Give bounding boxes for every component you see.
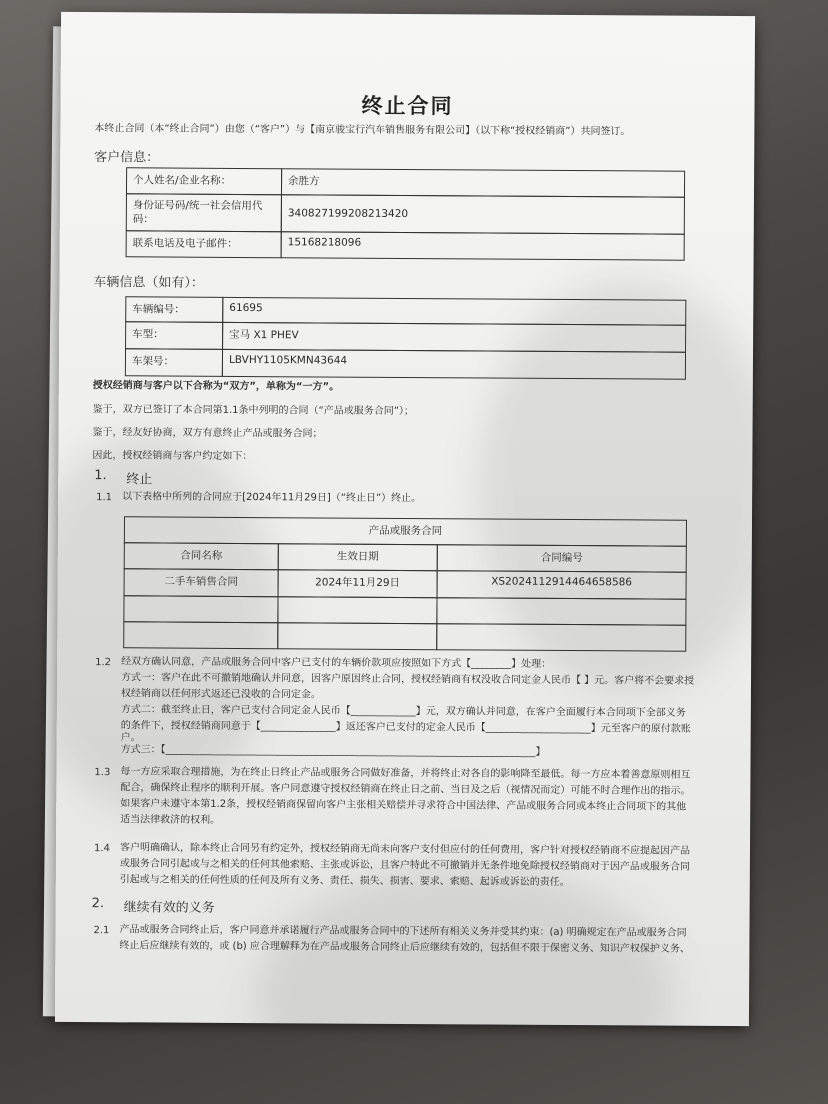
clause-2-1-number: 2.1	[93, 925, 110, 937]
clause-1-3-line: 适当法律救济的权利。	[120, 814, 221, 826]
customer-value-contact: 15168218096	[281, 231, 685, 260]
clause-1-2-line: 方式二：截至终止日，客户已支付合同定金人民币【_____________】元，双方确认并同意，在客户全面履行本合同项下全部义务	[120, 704, 686, 719]
contracts-cell-number: XS2024112914464658586	[437, 570, 687, 600]
clause-1-2-line: 经双方确认同意，产品或服务合同中客户已支付的车辆价款项应按照如下方式【________】处理：	[121, 656, 552, 670]
contracts-cell-name: 二手车销售合同	[124, 568, 279, 597]
clause-1-2-line: 权经销商以任何形式返还已没收的合同定金。	[120, 688, 321, 701]
contracts-empty-cell	[123, 595, 278, 623]
customer-value-id: 340827199208213420	[281, 194, 685, 234]
clause-1-2-number: 1.2	[95, 657, 112, 669]
intro-text: 本终止合同（本“终止合同”）由您（“客户”）与【南京骏宝行汽车销售服务有限公司】（以下称“授权经销商”）共同签订。	[94, 123, 631, 138]
customer-label-contact: 联系电话及电子邮件：	[126, 230, 282, 258]
customer-value-name: 余胜方	[281, 168, 685, 197]
section-2-heading: 继续有效的义务	[123, 900, 215, 916]
vehicle-value-id: 61695	[222, 297, 686, 326]
clause-2-1-line: 产品或服务合同终止后，客户同意并承诺履行产品或服务合同中的下述所有相关义务并受其约束：(a) 明确规定在产品或服务合同	[119, 924, 687, 939]
vehicle-value-vin: LBVHY1105KMN43644	[222, 349, 686, 380]
contracts-empty-cell	[436, 597, 686, 626]
clause-1-4-number: 1.4	[93, 843, 110, 855]
vehicle-value-model: 宝马 X1 PHEV	[222, 322, 686, 353]
clause-1-2-line: 方式三：【__________________________________________________________________________】	[120, 744, 546, 758]
contracts-empty-cell	[277, 622, 437, 650]
contracts-empty-cell	[123, 621, 278, 649]
recital-4: 因此，授权经销商与客户约定如下：	[92, 450, 253, 463]
vehicle-label-model: 车型：	[125, 321, 223, 350]
clause-1-3-line: 每一方应采取合理措施，为在终止日终止产品或服务合同做好准备，并将终止对各自的影响降至最低。每一方应本着善意原则相互	[120, 766, 691, 781]
clause-1-3-line: 如果客户未遵守本第1.2条，授权经销商保留向客户主张相关赔偿并寻求符合中国法律、产品或服务合同或本终止合同项下的其他	[120, 798, 687, 813]
contracts-table-caption: 产品或服务合同	[124, 516, 687, 546]
vehicle-label-id: 车辆编号：	[125, 296, 223, 323]
clause-1-3-number: 1.3	[94, 767, 111, 779]
clause-1-4-line: 或服务合同引起或与之相关的任何其他索赔、主张或诉讼，且客户特此不可撤销并无条件地免除授权经销商对于因产品或服务合同	[119, 858, 690, 873]
recital-1: 授权经销商与客户以下合称为“双方”，单称为“一方”。	[92, 380, 340, 393]
section-2-number: 2.	[91, 896, 105, 912]
recital-2: 鉴于，双方已签订了本合同第1.1条中列明的合同（“产品或服务合同”）；	[92, 404, 414, 418]
clause-1-1-number: 1.1	[96, 492, 113, 504]
contracts-empty-cell	[277, 596, 437, 624]
contracts-header-number: 合同编号	[437, 544, 687, 573]
clause-1-1-text: 以下表格中所列的合同应于[2024年11月29日]（“终止日”）终止。	[122, 491, 422, 505]
recital-3: 鉴于，经友好协商，双方有意终止产品或服务合同；	[92, 427, 323, 440]
clause-1-4-line: 引起或与之相关的任何性质的任何及所有义务、责任、损失、损害、要求、索赔、起诉或诉讼的责任。	[119, 874, 570, 889]
customer-label-id: 身份证号码/统一社会信用代码：	[126, 193, 282, 232]
clause-1-2-line: 户。	[120, 732, 141, 744]
contract-page	[55, 12, 755, 1026]
clause-1-4-line: 客户明确确认，除本终止合同另有约定外，授权经销商无尚未向客户支付但应付的任何费用，客户针对授权经销商不应提起因产品	[119, 842, 691, 857]
contracts-header-date: 生效日期	[278, 543, 438, 571]
vehicle-label-vin: 车架号：	[125, 348, 223, 377]
contracts-cell-date: 2024年11月29日	[278, 569, 438, 598]
contracts-header-name: 合同名称	[124, 542, 279, 570]
customer-label-name: 个人姓名/企业名称：	[126, 167, 282, 195]
clause-2-1-line: 终止后应继续有效的，或 (b) 应合理解释为在产品或服务合同终止后应继续有效的，包括但不限于保密义务、知识产权保护义务、	[119, 940, 690, 955]
clause-1-2-line: 方式一：客户在此不可撤销地确认并同意，因客户原因终止合同，授权经销商有权没收合同定金人民币【 】元。客户将不会要求授	[120, 672, 695, 687]
contracts-empty-cell	[436, 623, 686, 652]
clause-1-3-line: 配合，确保终止程序的顺利开展。客户同意遵守授权经销商在终止日之前、当日及之后（视情况而定）可能不时合理作出的指示。	[120, 782, 691, 797]
clause-1-2-line: 的条件下，授权经销商同意于【_______________】返还客户已支付的定金人民币【_____________________】元至客户的原付款账	[120, 720, 691, 735]
customer-info-heading: 客户信息：	[94, 150, 160, 166]
section-1-number: 1.	[94, 468, 107, 484]
page-title: 终止合同	[361, 93, 454, 119]
section-1-heading: 终止	[126, 472, 153, 488]
vehicle-info-heading: 车辆信息（如有）：	[93, 275, 204, 291]
